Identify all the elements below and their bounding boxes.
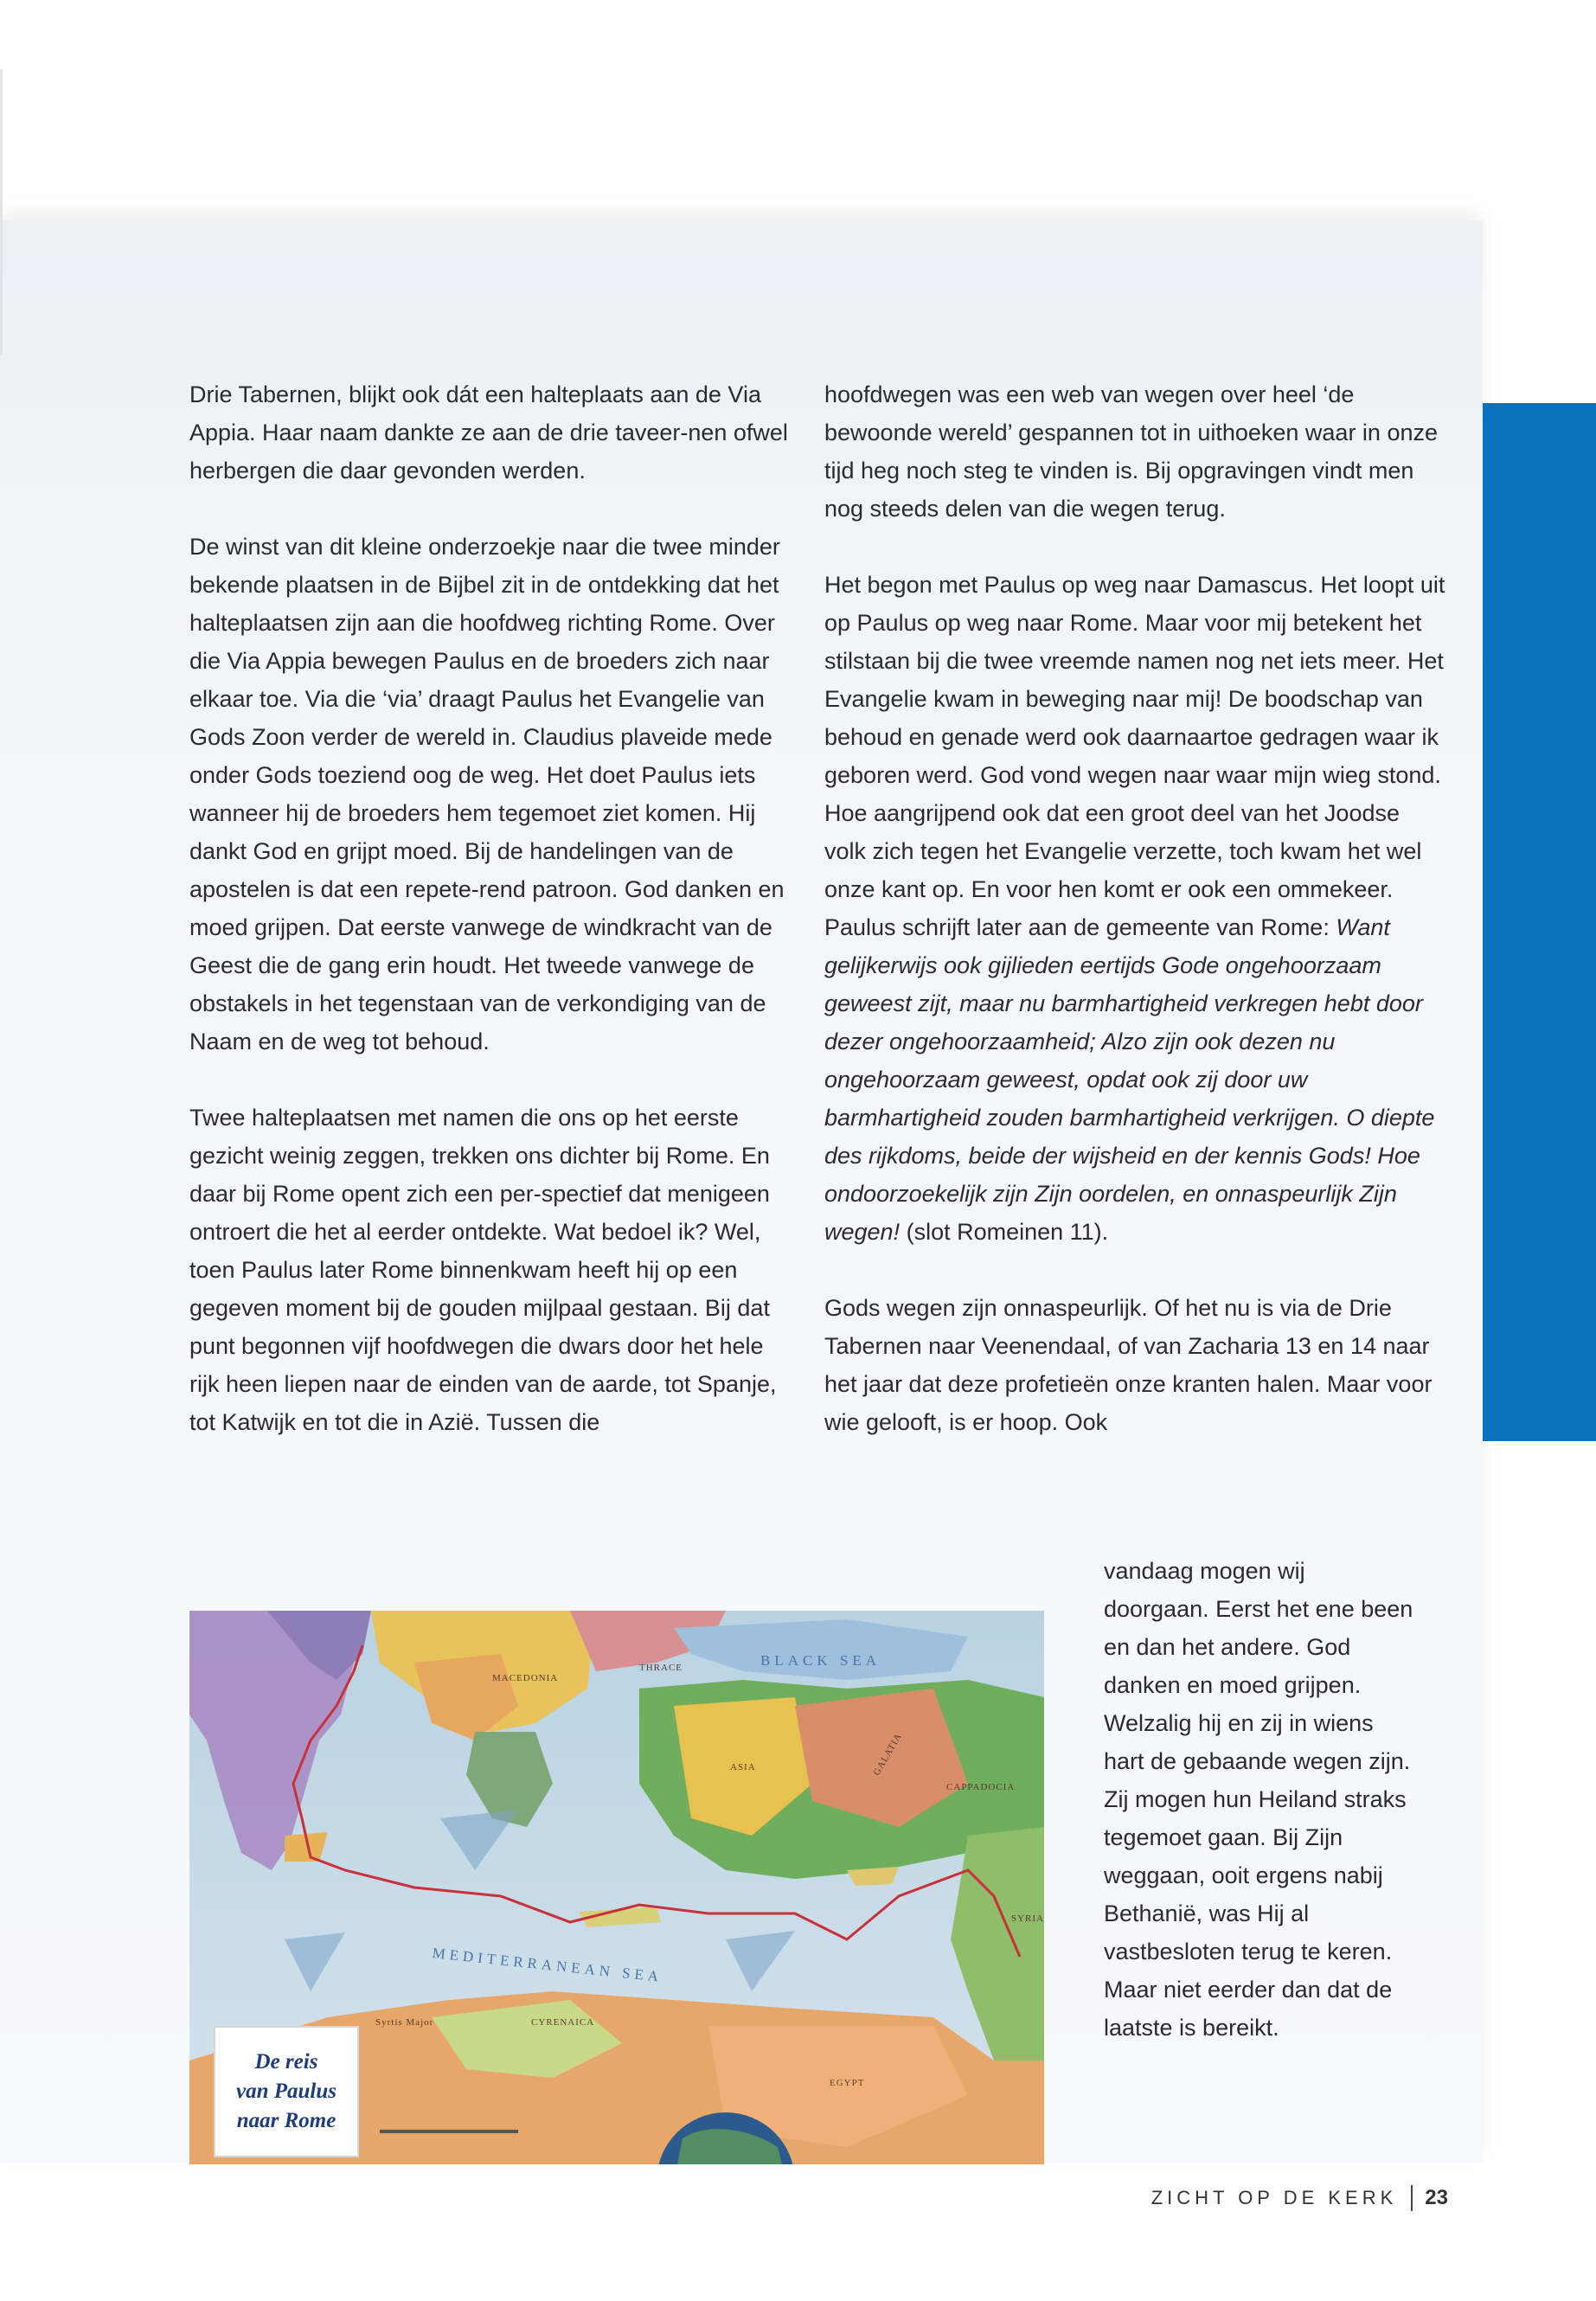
right-text-column xyxy=(824,375,1447,1441)
blue-accent-bar xyxy=(1483,403,1596,1441)
footer-divider xyxy=(1411,2185,1413,2211)
region-label: CYRENAICA xyxy=(531,2017,595,2028)
black-sea-label: BLACK SEA xyxy=(760,1652,881,1669)
page-footer xyxy=(1151,2185,1448,2211)
map-image xyxy=(189,1611,1044,2164)
right-paragraph-1: hoofdwegen was een web van wegen over heel ‘de bewoonde wereld’ gespannen tot in uithoeken waar in onze tijd heg noch steg te vinden is. Bij opgravingen vindt men nog steeds delen van die wegen terug. xyxy=(824,381,1439,522)
magazine-name: ZICHT OP DE KERK xyxy=(1151,2187,1398,2208)
bible-quote: Want gelijkerwijs ook gijlieden eertijds Gode ongehoorzaam geweest zijt, maar nu barmhartigheid verkregen hebt door dezer ongehoorzaamheid; Alzo zijn ook dezen nu ongehoorzaam geweest, opdat ook zij door uw barmhartigheid zouden barmhartigheid verkrijgen. O diepte des rijkdoms, beide der wijsheid en der kennis Gods! Hoe ondoorzoekelijk zijn Zijn oordelen, en onnaspeurlijk Zijn wegen! xyxy=(824,914,1435,1245)
mediterranean-label: MEDITERRANEAN SEA xyxy=(431,1945,664,1985)
region-label: MACEDONIA xyxy=(492,1673,559,1683)
region-label: SYRIA xyxy=(1011,1913,1044,1924)
right-paragraph-2 xyxy=(824,566,1447,1251)
left-paragraph-2: De winst van dit kleine onderzoekje naar die twee minder bekende plaatsen in de Bijbel zit in de ontdekking dat het halteplaatsen zijn aan die hoofdweg richting Rome. Over die Via Appia bewegen Paulus en de broeders zich naar elkaar toe. Via die ‘via’ draagt Paulus het Evangelie van Gods Zoon verder de wereld in. Claudius plaveide mede onder Gods toeziend oog de weg. Het doet Paulus iets wanneer hij de broeders hem tegemoet ziet komen. Hij dankt God en grijpt moed. Bij de handelingen van de apostelen is dat een repete-rend patroon. God danken en moed grijpen. Dat eerste vanwege de windkracht van de Geest die de gang erin houdt. Het tweede vanwege de obstakels in het tegenstaan van de verkondiging van de Naam en de weg tot behoud. xyxy=(189,534,785,1054)
region-label: GALATIA xyxy=(871,1731,905,1778)
right-paragraph-3: Gods wegen zijn onnaspeurlijk. Of het nu is via de Drie Tabernen naar Veenendaal, of van Zacharia 13 en 14 naar het jaar dat deze profetieën onze kranten halen. Maar voor wie gelooft, is er hoop. Ook xyxy=(824,1295,1433,1435)
map-caption-box xyxy=(214,2026,359,2157)
region-label: THRACE xyxy=(639,1663,683,1673)
left-paragraph-3: Twee halteplaatsen met namen die ons op het eerste gezicht weinig zeggen, trekken ons dichter bij Rome. En daar bij Rome opent zich een per-spectief dat menigeen ontroert die het al eerder ontdekte. Wat bedoel ik? Wel, toen Paulus later Rome binnenkwam heeft hij op een gegeven moment bij de gouden mijlpaal gestaan. Bij dat punt begonnen vijf hoofdwegen die dwars door het hele rijk heen liepen naar de einden van de aarde, tot Spanje, tot Katwijk en tot die in Azië. Tussen die xyxy=(189,1105,777,1435)
right-paragraph-2-text: Het begon met Paulus op weg naar Damascus. Het loopt uit op Paulus op weg naar Rome. Maar voor mij betekent het stilstaan bij die twee vreemde namen nog net iets meer. Het Evangelie kwam in beweging naar mij! De boodschap van behoud en genade werd ook daarnaartoe gedragen waar ik geboren werd. God vond wegen naar waar mijn wieg stond. Hoe aangrijpend ook dat een groot deel van het Joodse volk zich tegen het Evangelie verzette, toch kwam het wel onze kant op. En voor hen komt er ook een ommekeer. Paulus schrijft later aan de gemeente van Rome: xyxy=(824,572,1445,940)
region-label: EGYPT xyxy=(830,2078,865,2088)
map-caption: De reis van Paulus naar Rome xyxy=(235,2050,337,2132)
region-label: CAPPADOCIA xyxy=(946,1782,1016,1792)
region-label: ASIA xyxy=(730,1762,756,1772)
page-number: 23 xyxy=(1425,2186,1448,2209)
region-label: Syrtis Major xyxy=(375,2017,434,2028)
page-edge-divider xyxy=(0,69,3,355)
bible-reference: (slot Romeinen 11). xyxy=(900,1219,1109,1245)
side-paragraph: vandaag mogen wij doorgaan. Eerst het ene been en dan het andere. God danken en moed grijpen. Welzalig hij en zij in wiens hart de gebaande wegen zijn. Zij mogen hun Heiland straks tegemoet gaan. Bij Zijn weggaan, ooit ergens nabij Bethanië, was Hij al vastbesloten terug te keren. Maar niet eerder dan dat de laatste is bereikt. xyxy=(1104,1558,1413,2041)
left-text-column xyxy=(189,375,795,1441)
side-text-column xyxy=(1104,1552,1415,2047)
left-paragraph-1: Drie Tabernen, blijkt ook dát een halteplaats aan de Via Appia. Haar naam dankte ze aan de drie taveer-nen ofwel herbergen die daar gevonden werden. xyxy=(189,381,788,484)
